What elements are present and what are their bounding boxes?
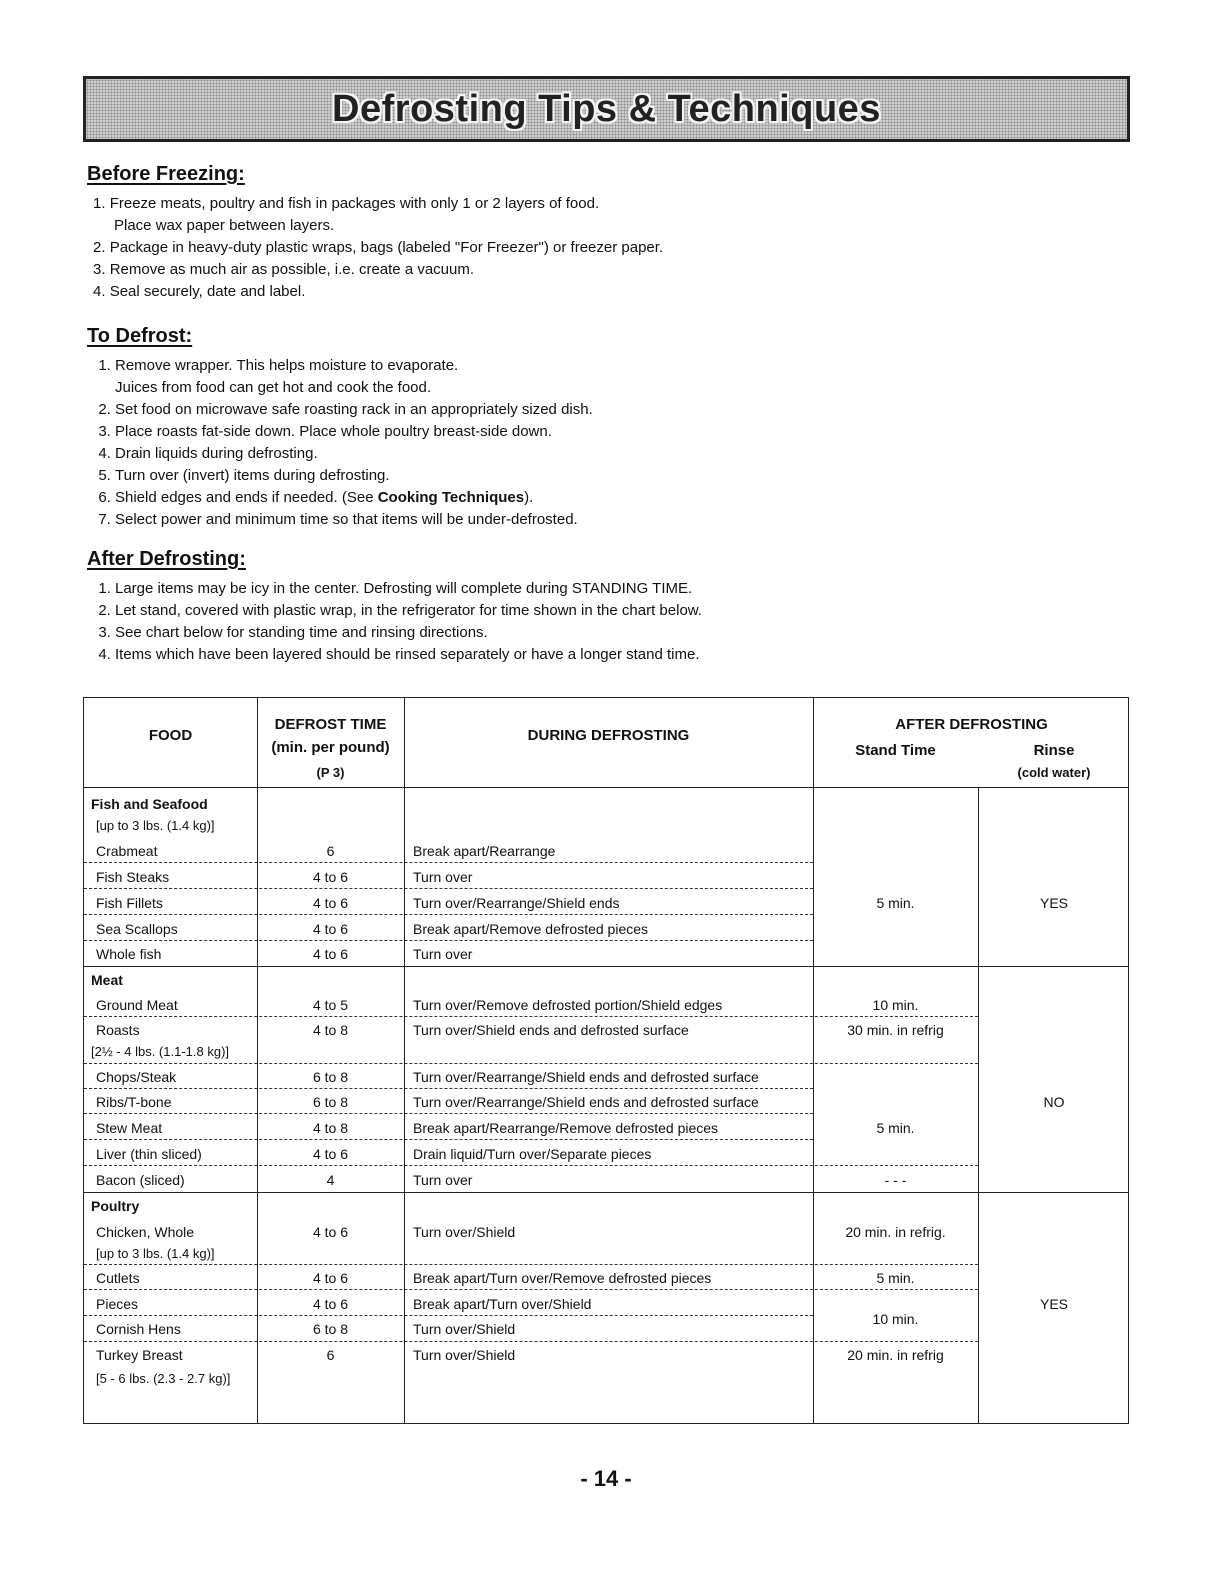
row-dash bbox=[84, 888, 813, 889]
header-during: DURING DEFROSTING bbox=[527, 727, 690, 744]
list-item: 1. Large items may be icy in the center. Defrosting will complete during STANDING TIME. bbox=[115, 578, 1087, 600]
stand-time-cell: 10 min. bbox=[872, 997, 919, 1013]
stand-time-cell: 10 min. bbox=[872, 1311, 919, 1327]
header-defrost-time: DEFROST TIME bbox=[274, 716, 387, 733]
stand-time-cell: - - - bbox=[884, 1172, 907, 1188]
row-dash bbox=[84, 1088, 813, 1089]
list-item: 6. Shield edges and ends if needed. (See Cooking Techniques). bbox=[115, 487, 1087, 509]
header-stand-time: Stand Time bbox=[855, 742, 936, 759]
during-cell: Turn over/Shield bbox=[413, 1321, 516, 1337]
stand-time-cell: 5 min. bbox=[876, 1120, 915, 1136]
header-defrost-unit: (min. per pound) bbox=[271, 739, 390, 756]
time-cell: 6 to 8 bbox=[312, 1321, 349, 1337]
time-cell: 4 to 6 bbox=[312, 1296, 349, 1312]
food-fish-fillets: Fish Fillets bbox=[96, 895, 163, 911]
during-cell: Turn over bbox=[413, 869, 473, 885]
row-divider bbox=[84, 787, 1128, 788]
row-dash bbox=[84, 940, 813, 941]
row-dash bbox=[84, 914, 813, 915]
header-after: AFTER DEFROSTING bbox=[895, 716, 1048, 733]
during-cell: Break apart/Turn over/Shield bbox=[413, 1296, 592, 1312]
time-cell: 6 bbox=[326, 1347, 335, 1363]
food-chicken-weight: [up to 3 lbs. (1.4 kg)] bbox=[96, 1246, 215, 1261]
to-defrost-section bbox=[87, 325, 1087, 531]
time-cell: 4 to 8 bbox=[312, 1120, 349, 1136]
header-rinse-sub: (cold water) bbox=[1017, 765, 1091, 780]
row-dash bbox=[84, 1016, 978, 1017]
food-turkey-weight: [5 - 6 lbs. (2.3 - 2.7 kg)] bbox=[96, 1371, 231, 1386]
during-cell: Turn over/Shield ends and defrosted surface bbox=[413, 1022, 689, 1038]
list-item: 2. Set food on microwave safe roasting rack in an appropriately sized dish. bbox=[115, 399, 1087, 421]
time-cell: 4 to 6 bbox=[312, 946, 349, 962]
during-cell: Turn over bbox=[413, 946, 473, 962]
time-cell: 4 to 6 bbox=[312, 1146, 349, 1162]
page-title: Defrosting Tips & Techniques bbox=[332, 87, 881, 130]
stand-time-cell: 5 min. bbox=[876, 895, 915, 911]
list-item: 2. Let stand, covered with plastic wrap, in the refrigerator for time shown in the chart below. bbox=[115, 600, 1087, 622]
row-dash bbox=[84, 1289, 978, 1290]
cooking-techniques-ref: Cooking Techniques bbox=[377, 489, 525, 506]
food-chicken-whole: Chicken, Whole bbox=[96, 1224, 195, 1240]
food-crabmeat: Crabmeat bbox=[96, 843, 158, 859]
list-item: 3. Place roasts fat-side down. Place whole poultry breast-side down. bbox=[115, 421, 1087, 443]
header-rinse: Rinse bbox=[1033, 742, 1075, 759]
food-roasts-weight: [2½ - 4 lbs. (1.1-1.8 kg)] bbox=[91, 1044, 230, 1059]
after-defrosting-heading: After Defrosting: bbox=[87, 548, 246, 570]
during-cell: Break apart/Rearrange bbox=[413, 843, 556, 859]
during-cell: Turn over/Shield bbox=[413, 1224, 516, 1240]
time-cell: 6 to 8 bbox=[312, 1069, 349, 1085]
row-dash bbox=[84, 1063, 978, 1064]
row-dash bbox=[84, 1113, 813, 1114]
during-cell: Break apart/Turn over/Remove defrosted pieces bbox=[413, 1270, 712, 1286]
to-defrost-heading: To Defrost: bbox=[87, 325, 193, 347]
before-freezing-heading: Before Freezing: bbox=[87, 163, 245, 185]
row-dash bbox=[84, 1139, 813, 1140]
food-turkey-breast: Turkey Breast bbox=[96, 1347, 183, 1363]
row-dash bbox=[84, 1264, 978, 1265]
list-item: 4. Items which have been layered should be rinsed separately or have a longer stand time. bbox=[115, 644, 1087, 666]
after-defrosting-section bbox=[87, 548, 1087, 666]
group-poultry: Poultry bbox=[91, 1198, 140, 1214]
header-food: FOOD bbox=[148, 727, 193, 744]
food-cornish-hens: Cornish Hens bbox=[96, 1321, 181, 1337]
during-cell: Turn over/Shield bbox=[413, 1347, 516, 1363]
row-dash bbox=[84, 1165, 978, 1166]
stand-time-cell: 20 min. in refrig bbox=[847, 1347, 944, 1363]
time-cell: 6 to 8 bbox=[312, 1094, 349, 1110]
defrost-table bbox=[83, 697, 1129, 1424]
page-number: - 14 - bbox=[580, 1466, 632, 1491]
list-item: 2. Package in heavy-duty plastic wraps, bags (labeled "For Freezer") or freezer paper. bbox=[93, 239, 664, 256]
during-cell: Turn over/Remove defrosted portion/Shield edges bbox=[413, 997, 723, 1013]
group-meat: Meat bbox=[91, 972, 123, 988]
stand-time-cell: 30 min. in refrig bbox=[847, 1022, 944, 1038]
time-cell: 4 to 8 bbox=[312, 1022, 349, 1038]
food-pieces: Pieces bbox=[96, 1296, 139, 1312]
food-liver: Liver (thin sliced) bbox=[96, 1146, 202, 1162]
food-ribs-tbone: Ribs/T-bone bbox=[96, 1094, 172, 1110]
during-cell: Turn over bbox=[413, 1172, 473, 1188]
food-roasts: Roasts bbox=[96, 1022, 140, 1038]
list-item: 3. See chart below for standing time and rinsing directions. bbox=[115, 622, 1087, 644]
food-ground-meat: Ground Meat bbox=[96, 997, 178, 1013]
group-fish: Fish and Seafood bbox=[91, 796, 208, 812]
time-cell: 4 to 6 bbox=[312, 1224, 349, 1240]
food-whole-fish: Whole fish bbox=[96, 946, 162, 962]
list-item: 4. Drain liquids during defrosting. bbox=[115, 443, 1087, 465]
time-cell: 6 bbox=[326, 843, 335, 859]
rinse-cell: YES bbox=[1039, 895, 1068, 911]
list-item: 7. Select power and minimum time so that items will be under-defrosted. bbox=[115, 509, 1087, 531]
row-dash bbox=[84, 1315, 813, 1316]
during-cell: Break apart/Remove defrosted pieces bbox=[413, 921, 649, 937]
food-fish-steaks: Fish Steaks bbox=[96, 869, 170, 885]
stand-time-cell: 20 min. in refrig. bbox=[845, 1224, 946, 1240]
list-item: 1. Freeze meats, poultry and fish in packages with only 1 or 2 layers of food. Place wax paper between layers. bbox=[93, 195, 600, 234]
row-dash bbox=[84, 1341, 978, 1342]
list-item: 5. Turn over (invert) items during defrosting. bbox=[115, 465, 1087, 487]
during-cell: Break apart/Rearrange/Remove defrosted pieces bbox=[413, 1120, 719, 1136]
food-cutlets: Cutlets bbox=[96, 1270, 140, 1286]
time-cell: 4 to 6 bbox=[312, 921, 349, 937]
rinse-cell: NO bbox=[1043, 1094, 1065, 1110]
food-chops-steak: Chops/Steak bbox=[96, 1069, 177, 1085]
group-fish-limit: [up to 3 lbs. (1.4 kg)] bbox=[96, 818, 215, 833]
time-cell: 4 bbox=[326, 1172, 335, 1188]
row-divider bbox=[84, 966, 1128, 967]
time-cell: 4 to 5 bbox=[312, 997, 349, 1013]
food-bacon: Bacon (sliced) bbox=[96, 1172, 185, 1188]
list-item: 4. Seal securely, date and label. bbox=[93, 283, 306, 300]
during-cell: Turn over/Rearrange/Shield ends bbox=[413, 895, 620, 911]
time-cell: 4 to 6 bbox=[312, 869, 349, 885]
stand-time-cell: 5 min. bbox=[876, 1270, 915, 1286]
before-freezing-section bbox=[87, 163, 1087, 303]
time-cell: 4 to 6 bbox=[312, 895, 349, 911]
food-stew-meat: Stew Meat bbox=[96, 1120, 163, 1136]
row-dash bbox=[84, 862, 813, 863]
during-cell: Turn over/Rearrange/Shield ends and defrosted surface bbox=[413, 1069, 759, 1085]
header-power: (P 3) bbox=[316, 765, 345, 780]
list-item: 3. Remove as much air as possible, i.e. create a vacuum. bbox=[93, 261, 475, 278]
list-item: 1. Remove wrapper. This helps moisture to evaporate. Juices from food can get hot and cook the food. bbox=[115, 355, 1087, 399]
title-banner bbox=[83, 76, 1130, 142]
food-sea-scallops: Sea Scallops bbox=[96, 921, 178, 937]
row-divider bbox=[84, 1192, 1128, 1193]
time-cell: 4 to 6 bbox=[312, 1270, 349, 1286]
during-cell: Turn over/Rearrange/Shield ends and defrosted surface bbox=[413, 1094, 759, 1110]
rinse-cell: YES bbox=[1039, 1296, 1068, 1312]
during-cell: Drain liquid/Turn over/Separate pieces bbox=[413, 1146, 652, 1162]
